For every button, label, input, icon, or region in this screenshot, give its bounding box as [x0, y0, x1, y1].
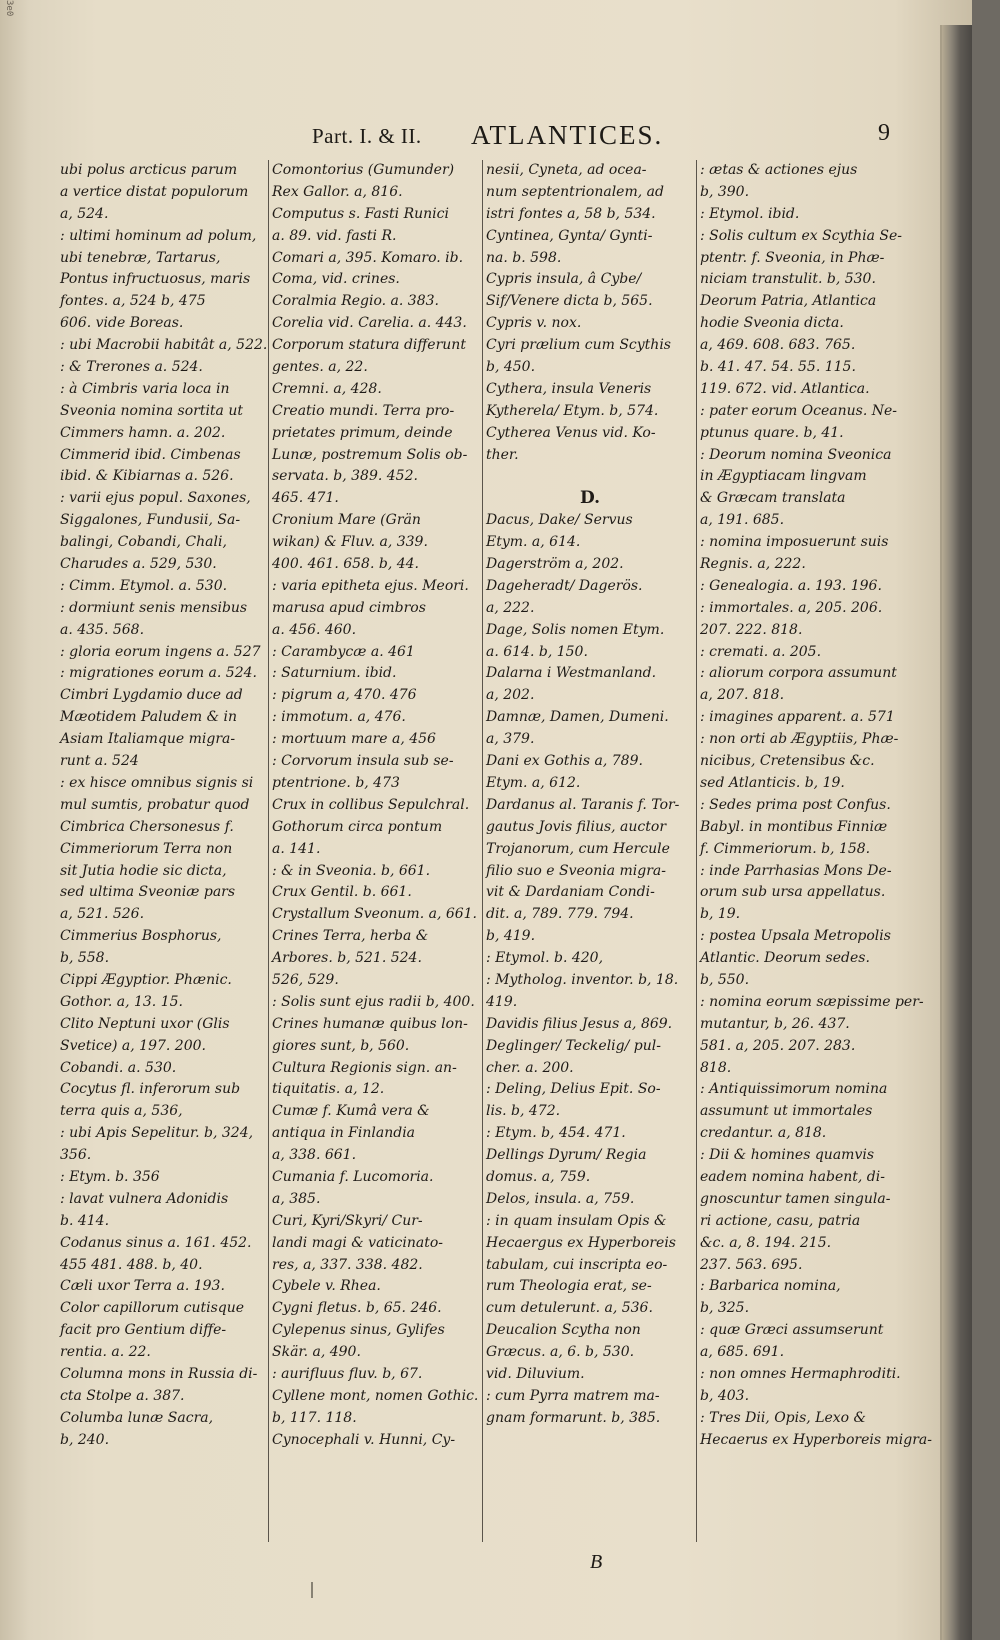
index-line: a. 614. b, 150. [486, 643, 588, 660]
index-line: a, 222. [486, 599, 535, 616]
index-line: Cimmerius Bosphorus, [60, 928, 222, 945]
index-line: lis. b, 472. [486, 1103, 561, 1120]
page-mark [311, 1582, 313, 1598]
page-number: 9 [878, 120, 890, 146]
index-line: a. 456. 460. [272, 621, 357, 638]
index-line: a, 385. [272, 1190, 321, 1207]
index-line: 526, 529. [272, 971, 339, 988]
index-line: Computus s. Fasti Runici [272, 205, 449, 222]
index-line: : ex hisce omnibus signis si [60, 774, 254, 791]
index-line: Corelia vid. Carelia. a. 443. [272, 315, 467, 332]
index-line: Etym. a, 612. [486, 774, 581, 791]
index-line: rentia. a. 22. [60, 1344, 151, 1361]
index-line: Charudes a. 529, 530. [60, 556, 217, 573]
index-line: : migrationes eorum a. 524. [60, 665, 257, 682]
index-line: Delos, insula. a, 759. [486, 1190, 635, 1207]
index-line: : postea Upsala Metropolis [700, 928, 891, 945]
index-line: num septentrionalem, ad [486, 183, 664, 200]
column-rule [482, 160, 483, 1542]
index-line: : à Cimbris varia loca in [60, 380, 230, 397]
index-line: mul sumtis, probatur quod [60, 796, 250, 813]
index-line: : Solis sunt ejus radii b, 400. [272, 993, 475, 1010]
index-line: Pontus infructuosus, maris [60, 271, 251, 288]
index-line: : Etymol. b. 420, [486, 950, 604, 967]
index-line: b, 390. [700, 183, 750, 200]
index-line: Græcus. a, 6. b, 530. [486, 1344, 635, 1361]
index-line: ptunus quare. b, 41. [700, 424, 844, 441]
index-line: Cumæ f. Kumâ vera & [272, 1103, 430, 1120]
index-line: vit & Dardaniam Condi- [486, 884, 655, 901]
index-line: : inde Parrhasias Mons De- [700, 862, 892, 879]
index-line: Dani ex Gothis a, 789. [486, 753, 643, 770]
index-line: Creatio mundi. Terra pro- [272, 402, 455, 419]
index-line: b, 19. [700, 906, 741, 923]
index-line: a, 191. 685. [700, 512, 785, 529]
index-line: Davidis filius Jesus a, 869. [486, 1015, 673, 1032]
index-line: niciam transtulit. b, 530. [700, 271, 876, 288]
index-line: orum sub ursa appellatus. [700, 884, 886, 901]
index-line: Cæli uxor Terra a. 193. [60, 1278, 225, 1295]
index-line: : non omnes Hermaphroditi. [700, 1365, 901, 1382]
index-line: a, 202. [486, 687, 535, 704]
index-line: vid. Diluvium. [486, 1365, 585, 1382]
index-line: : lavat vulnera Adonidis [60, 1190, 229, 1207]
index-line: : Genealogia. a. 193. 196. [700, 577, 882, 594]
index-line: : Etym. b. 356 [60, 1168, 160, 1185]
scan-edge-mark: 3e0 [4, 0, 14, 17]
index-line: a vertice distat populorum [60, 183, 249, 200]
index-line: ubi tenebræ, Tartarus, [60, 249, 221, 266]
index-line: Crux Gentil. b. 661. [272, 884, 412, 901]
index-line: Regnis. a, 222. [700, 556, 806, 573]
index-line: Cyntinea, Gynta/ Gynti- [486, 227, 653, 244]
index-line: credantur. a, 818. [700, 1125, 827, 1142]
index-line: Cocytus fl. inferorum sub [60, 1081, 241, 1098]
index-line: 237. 563. 695. [700, 1256, 803, 1273]
index-line: a, 685. 691. [700, 1344, 785, 1361]
index-line: : non orti ab Ægyptiis, Phæ- [700, 731, 899, 748]
index-line: Atlantic. Deorum sedes. [700, 950, 870, 967]
index-line: Cytherea Venus vid. Ko- [486, 424, 656, 441]
index-line: Cimbrica Chersonesus f. [60, 818, 234, 835]
index-line: : ubi Apis Sepelitur. b, 324, [60, 1125, 254, 1142]
index-line: Color capillorum cutisque [60, 1300, 245, 1317]
index-line: gnoscuntur tamen singula- [700, 1190, 891, 1207]
index-line: : nomina imposuerunt suis [700, 534, 889, 551]
index-line: Dageheradt/ Dagerös. [486, 577, 643, 594]
index-line: : ubi Macrobii habitât a, 522. [60, 337, 268, 354]
index-line: Dage, Solis nomen Etym. [486, 621, 665, 638]
index-line: b. 414. [60, 1212, 110, 1229]
section-letter: D. [579, 488, 601, 509]
index-line: : dormiunt senis mensibus [60, 599, 248, 616]
index-line: Cyllene mont, nomen Gothic. [272, 1387, 479, 1404]
index-line: Asiam Italiamque migra- [60, 731, 236, 748]
index-line: istri fontes a, 58 b, 534. [486, 205, 656, 222]
column-rule [696, 160, 697, 1542]
index-column-1 [60, 160, 268, 1550]
index-line: Sveonia nomina sortita ut [60, 402, 243, 419]
index-line: : mortuum mare a, 456 [272, 731, 436, 748]
index-line: Hecaergus ex Hyperboreis [486, 1234, 676, 1251]
index-line: Cobandi. a. 530. [60, 1059, 177, 1076]
index-line: : Solis cultum ex Scythia Se- [700, 227, 902, 244]
index-line: tiquitatis. a, 12. [272, 1081, 385, 1098]
index-line: prietates primum, deinde [272, 424, 453, 441]
index-line: b, 450. [486, 359, 536, 376]
index-line: b, 117. 118. [272, 1409, 357, 1426]
index-line: 356. [60, 1147, 92, 1164]
index-line: Coralmia Regio. a. 383. [272, 293, 439, 310]
index-line [486, 466, 694, 488]
index-line: : Deling, Delius Epit. So- [486, 1081, 661, 1098]
index-line: ri actione, casu, patria [700, 1212, 861, 1229]
index-line: a. 141. [272, 840, 321, 857]
index-line: a, 207. 818. [700, 687, 785, 704]
index-line: ther. [486, 446, 519, 463]
index-line: Cypris v. nox. [486, 315, 582, 332]
index-line: : Tres Dii, Opis, Lexo & [700, 1409, 867, 1426]
index-line: : ultimi hominum ad polum, [60, 227, 257, 244]
index-line: 419. [486, 993, 518, 1010]
index-line: Cimmerid ibid. Cimbenas [60, 446, 241, 463]
index-line: : Deorum nomina Sveonica [700, 446, 892, 463]
index-line: landi magi & vaticinato- [272, 1234, 443, 1251]
index-line: Hecaerus ex Hyperboreis migra- [700, 1431, 932, 1448]
index-line: Crux in collibus Sepulchral. [272, 796, 470, 813]
index-line: : & Trerones a. 524. [60, 359, 203, 376]
index-line: a. 89. vid. fasti R. [272, 227, 397, 244]
index-line: Cypris insula, â Cybe/ [486, 271, 642, 288]
index-line: Kytherela/ Etym. b, 574. [486, 402, 659, 419]
index-line: Siggalones, Fundusii, Sa- [60, 512, 241, 529]
index-line: 119. 672. vid. Atlantica. [700, 380, 870, 397]
index-line: assumunt ut immortales [700, 1103, 873, 1120]
index-column-3 [486, 160, 694, 1550]
index-line: cum detulerunt. a, 536. [486, 1300, 653, 1317]
index-line: 818. [700, 1059, 732, 1076]
index-line: b, 325. [700, 1300, 750, 1317]
index-line: dit. a, 789. 779. 794. [486, 906, 634, 923]
index-line: a, 338. 661. [272, 1147, 357, 1164]
index-line: Crines humanæ quibus lon- [272, 1015, 468, 1032]
index-line: eadem nomina habent, di- [700, 1168, 885, 1185]
index-line: Deucalion Scytha non [486, 1322, 641, 1339]
index-line: : varii ejus popul. Saxones, [60, 490, 251, 507]
index-column-2 [272, 160, 480, 1550]
index-line: Deglinger/ Teckelig/ pul- [486, 1037, 661, 1054]
index-line: Comari a, 395. Komaro. ib. [272, 249, 464, 266]
index-line: : Etym. b, 454. 471. [486, 1125, 626, 1142]
index-line: & Græcam translata [700, 490, 846, 507]
index-line: : nomina eorum sæpissime per- [700, 993, 924, 1010]
index-line: : ætas & actiones ejus [700, 162, 858, 178]
index-line: gautus Jovis filius, auctor [486, 818, 667, 835]
index-line: : pater eorum Oceanus. Ne- [700, 402, 898, 419]
index-line: gnam formarunt. b, 385. [486, 1409, 661, 1426]
index-line: fontes. a, 524 b, 475 [60, 293, 206, 310]
index-line: : varia epitheta ejus. Meori. [272, 577, 469, 594]
index-line: Clito Neptuni uxor (Glis [60, 1015, 230, 1032]
index-line: sit Jutia hodie sic dicta, [60, 862, 227, 879]
index-line: Columba lunæ Sacra, [60, 1409, 214, 1426]
index-line: : & in Sveonia. b, 661. [272, 862, 431, 879]
index-line: Cylepenus sinus, Gylifes [272, 1322, 445, 1339]
index-line: facit pro Gentium diffe- [60, 1322, 227, 1339]
index-line: antiqua in Finlandia [272, 1125, 416, 1142]
index-line: : Saturnium. ibid. [272, 665, 397, 682]
index-line: 400. 461. 658. b, 44. [272, 556, 419, 573]
index-line: in Ægyptiacam lingvam [700, 468, 867, 485]
index-line: b, 550. [700, 971, 750, 988]
index-line: res, a, 337. 338. 482. [272, 1256, 423, 1273]
index-line: Dalarna i Westmanland. [486, 665, 657, 682]
index-line: Damnæ, Damen, Dumeni. [486, 709, 669, 726]
index-line: Rex Gallor. a, 816. [272, 183, 403, 200]
index-line: Codanus sinus a. 161. 452. [60, 1234, 252, 1251]
index-line: giores sunt, b, 560. [272, 1037, 410, 1054]
index-line: b, 240. [60, 1431, 110, 1448]
index-line: Cythera, insula Veneris [486, 380, 652, 397]
index-line: wikan) & Fluv. a, 339. [272, 534, 428, 551]
index-line: Cyri prælium cum Scythis [486, 337, 671, 354]
index-line: Deorum Patria, Atlantica [700, 293, 877, 310]
index-line: ptentrione. b, 473 [272, 774, 400, 791]
index-line: Dellings Dyrum/ Regia [486, 1147, 647, 1164]
index-line: Cronium Mare (Grän [272, 512, 421, 529]
index-line: 581. a, 205. 207. 283. [700, 1037, 856, 1054]
index-line: Crines Terra, herba & [272, 928, 429, 945]
index-line: ibid. & Kibiarnas a. 526. [60, 468, 234, 485]
index-line: : in quam insulam Opis & [486, 1212, 667, 1229]
index-line: : Corvorum insula sub se- [272, 753, 454, 770]
index-line: Gothorum circa pontum [272, 818, 443, 835]
index-line: b, 403. [700, 1387, 750, 1404]
index-line: Columna mons in Russia di- [60, 1365, 258, 1382]
index-line: Dagerström a, 202. [486, 556, 624, 573]
index-line: : immortales. a, 205. 206. [700, 599, 883, 616]
index-line: runt a. 524 [60, 753, 139, 770]
index-line: marusa apud cimbros [272, 599, 426, 616]
index-line: nesii, Cyneta, ad ocea- [486, 162, 647, 178]
index-line: Babyl. in montibus Finniæ [700, 818, 888, 835]
index-line: : pigrum a, 470. 476 [272, 687, 417, 704]
index-line: Sif/Venere dicta b, 565. [486, 293, 653, 310]
index-line: balingi, Cobandi, Chali, [60, 534, 227, 551]
index-line: : cremati. a. 205. [700, 643, 822, 660]
index-line: Cumania f. Lucomoria. [272, 1168, 434, 1185]
index-line: : Antiquissimorum nomina [700, 1081, 888, 1098]
signature-mark: B [590, 1551, 603, 1573]
header-part: Part. I. & II. [312, 124, 422, 148]
index-line: Cimmers hamn. a. 202. [60, 424, 226, 441]
index-line: domus. a, 759. [486, 1168, 591, 1185]
index-line: cta Stolpe a. 387. [60, 1387, 185, 1404]
index-line: filio suo e Sveonia migra- [486, 862, 666, 879]
index-line: Trojanorum, cum Hercule [486, 840, 670, 857]
index-line: b. 41. 47. 54. 55. 115. [700, 359, 856, 376]
index-line: Mæotidem Paludem & in [60, 709, 238, 726]
index-line: : aliorum corpora assumunt [700, 665, 897, 682]
index-line: : imagines apparent. a. 571 [700, 709, 895, 726]
index-line: sed Atlanticis. b, 19. [700, 774, 845, 791]
index-line: Skär. a, 490. [272, 1344, 361, 1361]
index-line: sed ultima Sveoniæ pars [60, 884, 236, 901]
index-line: ptentr. f. Sveonia, in Phæ- [700, 249, 885, 266]
index-line: Comontorius (Gumunder) [272, 162, 455, 178]
index-line: Curi, Kyri/Skyri/ Cur- [272, 1212, 423, 1229]
index-line: : Barbarica nomina, [700, 1278, 841, 1295]
index-line: a, 524. [60, 205, 109, 222]
index-line: Etym. a, 614. [486, 534, 581, 551]
index-line: : cum Pyrra matrem ma- [486, 1387, 660, 1404]
column-rule [268, 160, 269, 1542]
index-line: 606. vide Boreas. [60, 315, 184, 332]
index-line: Cygni fletus. b, 65. 246. [272, 1300, 442, 1317]
index-line: Svetice) a, 197. 200. [60, 1037, 206, 1054]
index-line: Cynocephali v. Hunni, Cy- [272, 1431, 456, 1448]
header-title: ATLANTICES. [471, 120, 664, 150]
index-column-4 [700, 160, 932, 1550]
index-line: tabulam, cui inscripta eo- [486, 1256, 668, 1273]
page-edge-shadow [942, 25, 972, 1640]
index-line: Cippi Ægyptior. Phænic. [60, 971, 232, 988]
index-line: Dardanus al. Taranis f. Tor- [486, 796, 680, 813]
index-line: : gloria eorum ingens a. 527 [60, 643, 261, 660]
index-line: gentes. a, 22. [272, 359, 368, 376]
index-line: a, 469. 608. 683. 765. [700, 337, 856, 354]
index-line: 455 481. 488. b, 40. [60, 1256, 203, 1273]
index-line: : aurifluus fluv. b, 67. [272, 1365, 423, 1382]
index-line: Gothor. a, 13. 15. [60, 993, 183, 1010]
index-line: a, 379. [486, 731, 535, 748]
index-line: : Mytholog. inventor. b, 18. [486, 971, 679, 988]
index-line: a. 435. 568. [60, 621, 145, 638]
index-line: Cimbri Lygdamio duce ad [60, 687, 243, 704]
index-line: : quæ Græci assumserunt [700, 1322, 884, 1339]
index-line: Arbores. b, 521. 524. [272, 950, 422, 967]
running-header [0, 120, 972, 156]
index-line: servata. b, 389. 452. [272, 468, 418, 485]
index-line: mutantur, b, 26. 437. [700, 1015, 850, 1032]
index-line: Cultura Regionis sign. an- [272, 1059, 457, 1076]
index-line: ubi polus arcticus parum [60, 162, 238, 178]
index-line: : Sedes prima post Confus. [700, 796, 891, 813]
index-line: Cimmeriorum Terra non [60, 840, 233, 857]
index-line: : immotum. a, 476. [272, 709, 406, 726]
index-line: Cremni. a, 428. [272, 380, 382, 397]
index-line: na. b. 598. [486, 249, 562, 266]
index-line: Lunæ, postremum Solis ob- [272, 446, 468, 463]
index-line: Crystallum Sveonum. a, 661. [272, 906, 478, 923]
index-line: rum Theologia erat, se- [486, 1278, 652, 1295]
index-line: f. Cimmeriorum. b, 158. [700, 840, 871, 857]
index-line: Dacus, Dake/ Servus [486, 512, 633, 529]
index-line: Coma, vid. crines. [272, 271, 400, 288]
index-line: Corporum statura differunt [272, 337, 466, 354]
index-line: Cybele v. Rhea. [272, 1278, 381, 1295]
index-line: a, 521. 526. [60, 906, 145, 923]
index-line: 207. 222. 818. [700, 621, 803, 638]
index-line: : Dii & homines quamvis [700, 1147, 875, 1164]
index-line: b, 558. [60, 950, 110, 967]
index-line: : Etymol. ibid. [700, 205, 800, 222]
index-line: &c. a, 8. 194. 215. [700, 1234, 832, 1251]
index-line: terra quis a, 536, [60, 1103, 183, 1120]
index-line: cher. a. 200. [486, 1059, 574, 1076]
index-line: nicibus, Cretensibus &c. [700, 753, 875, 770]
index-line: hodie Sveonia dicta. [700, 315, 844, 332]
index-line: b, 419. [486, 928, 536, 945]
index-line: : Carambycæ a. 461 [272, 643, 415, 660]
index-line: : Cimm. Etymol. a. 530. [60, 577, 228, 594]
index-line: 465. 471. [272, 490, 339, 507]
